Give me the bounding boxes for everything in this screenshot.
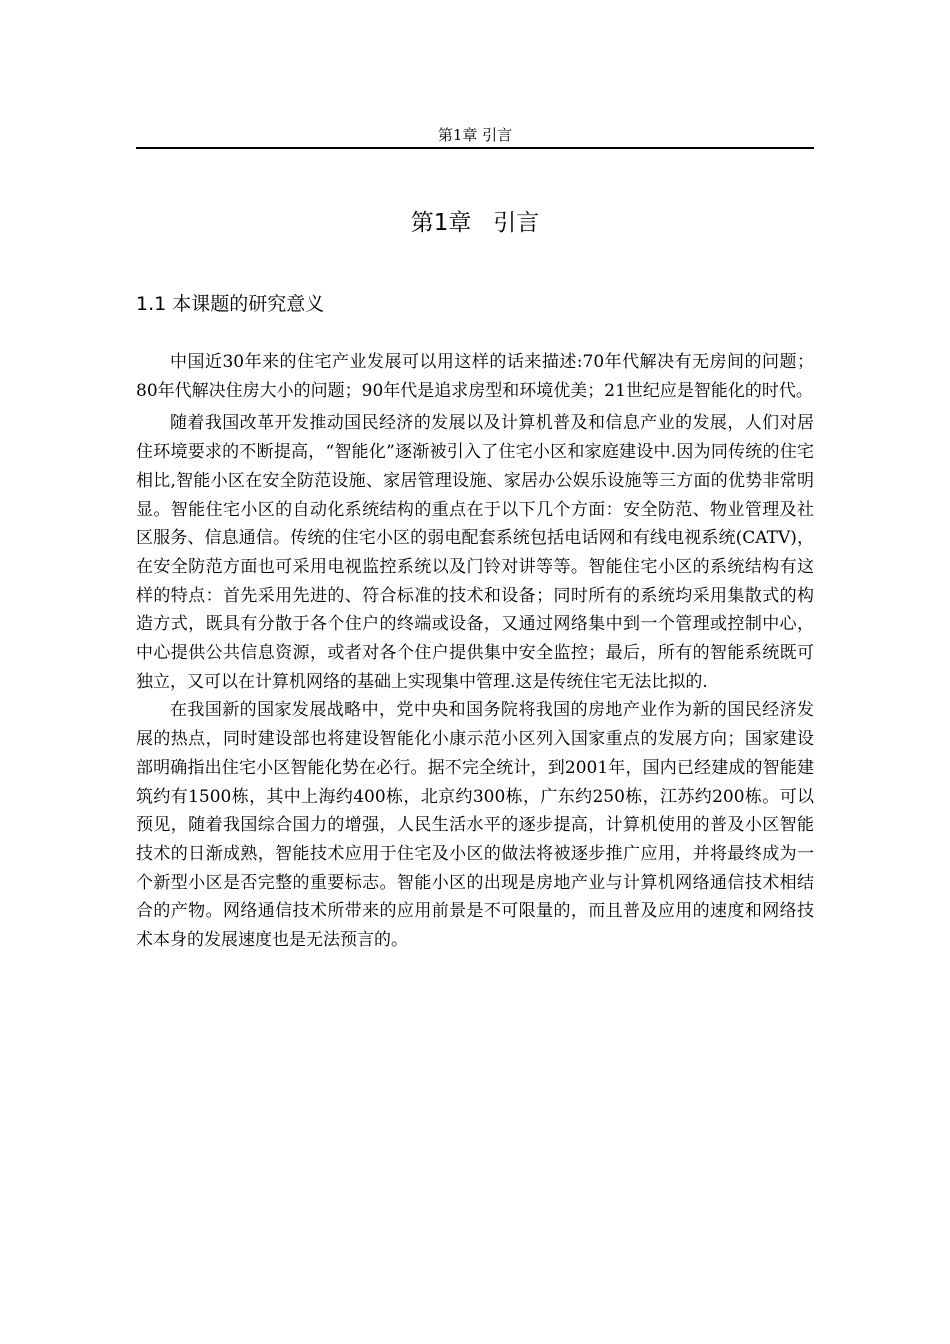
running-header: 第1章 引言 bbox=[437, 126, 513, 144]
header-rule bbox=[136, 147, 814, 149]
paragraph: 随着我国改革开发推动国民经济的发展以及计算机普及和信息产业的发展，人们对居住环境要求的不断提高，“智能化”逐渐被引入了住宅小区和家庭建设中.因为同传统的住宅相比,智能小区在安全防范设施、家居管理设施、家居办公娱乐设施等三方面的优势非常明显。智能住宅小区的自动化系统结构的重点在于以下几个方面：安全防范、物业管理及社区服务、信息通信。传统的住宅小区的弱电配套系统包括电话网和有线电视系统(CATV)，在安全防范方面也可采用电视监控系统以及门铃对讲等等。智能住宅小区的系统结构有这样的特点：首先采用先进的、符合标准的技术和设备；同时所有的系统均采用集散式的构造方式，既具有分散于各个住户的终端或设备，又通过网络集中到一个管理或控制中心，中心提供公共信息资源，或者对各个住户提供集中安全监控；最后，所有的智能系统既可独立，又可以在计算机网络的基础上实现集中管理.这是传统住宅无法比拟的. bbox=[136, 413, 814, 692]
paragraph: 在我国新的国家发展战略中，党中央和国务院将我国的房地产业作为新的国民经济发展的热点，同时建设部也将建设智能化小康示范小区列入国家重点的发展方向；国家建设部明确指出住宅小区智能化势在必行。据不完全统计，到2001年，国内已经建成的智能建筑约有1500栋，其中上海约400栋，北京约300栋，广东约250栋，江苏约200栋。可以预见，随着我国综合国力的增强，人民生活水平的逐步提高，计算机使用的普及小区智能技术的日渐成熟，智能技术应用于住宅及小区的做法将被逐步推广应用，并将最终成为一个新型小区是否完整的重要标志。智能小区的出现是房地产业与计算机网络通信技术相结合的产物。网络通信技术所带来的应用前景是不可限量的，而且普及应用的速度和网络技术本身的发展速度也是无法预言的。 bbox=[136, 700, 814, 951]
body-text bbox=[136, 348, 814, 955]
section-title: 1.1 本课题的研究意义 bbox=[136, 293, 325, 315]
chapter-title: 第1章 引言 bbox=[410, 210, 540, 236]
paragraph: 中国近30年来的住宅产业发展可以用这样的话来描述:70年代解决有无房间的问题；80年代解决住房大小的问题；90年代是追求房型和环境优美；21世纪应是智能化的时代。 bbox=[136, 352, 814, 401]
